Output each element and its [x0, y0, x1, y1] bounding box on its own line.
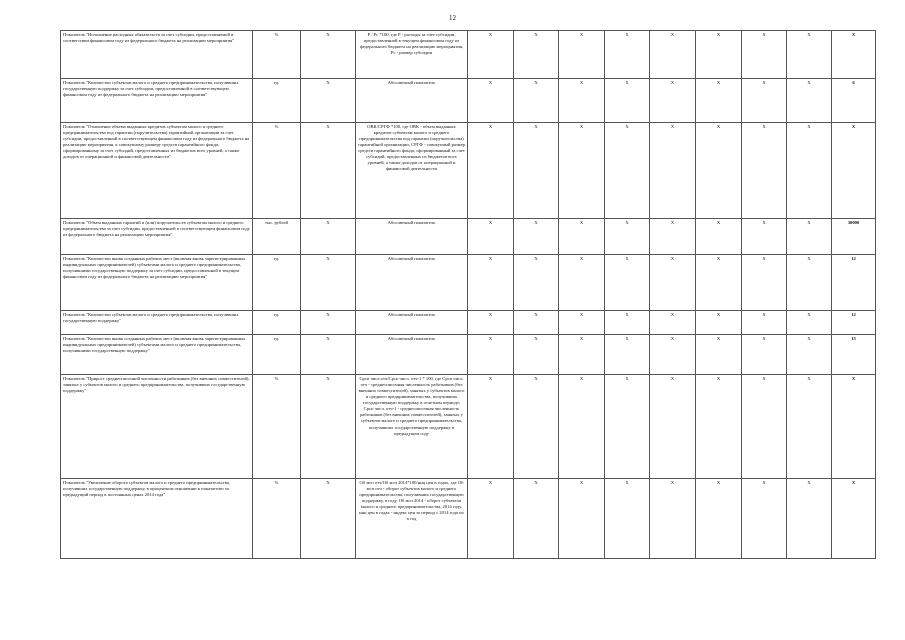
year-value-cell: X: [605, 219, 650, 255]
indicator-name-cell: Показатель "Количество вновь созданных рабочих мест (включая вновь зарегистрированных индивидуальных предпринимателей) субъектами малого и среднего предпринимательства, получившими государственную поддержку": [61, 335, 253, 375]
year-value-cell: X: [650, 219, 696, 255]
formula-cell: Абсолютный показатель: [356, 79, 468, 123]
year-value-cell: X: [468, 31, 514, 79]
year-value-cell: X: [605, 479, 650, 559]
final-value-cell: X: [832, 31, 876, 79]
table-row: [61, 123, 876, 219]
base-value-cell: X: [301, 375, 356, 479]
year-value-cell: X: [696, 375, 742, 479]
year-value-cell: X: [559, 479, 605, 559]
base-value-cell: X: [301, 31, 356, 79]
year-value-cell: X: [514, 479, 559, 559]
indicator-name-cell: Показатель "Количество субъектов малого и среднего предпринимательства, получивших государственную поддержку": [61, 311, 253, 335]
formula-cell: Об мсп отч/Об мсп 2014*100/ннц цен в годах, где Об мсп отч - оборот субъектов малого и среднего предпринимательства, получивших государственную поддержку, в году, Об мсп 2014 - оборот субъектов малого и среднего предпринимательства, 2014 году, ннц цен в годах - индекс цен за период с 2014 года по n год: [356, 479, 468, 559]
table-row: [61, 375, 876, 479]
year-value-cell: X: [605, 31, 650, 79]
formula-cell: Абсолютный показатель: [356, 311, 468, 335]
year-value-cell: X: [742, 31, 787, 79]
year-value-cell: X: [559, 311, 605, 335]
year-value-cell: X: [650, 31, 696, 79]
base-value-cell: X: [301, 479, 356, 559]
year-value-cell: X: [696, 123, 742, 219]
year-value-cell: X: [605, 311, 650, 335]
year-value-cell: X: [468, 311, 514, 335]
formula-cell: Абсолютный показатель: [356, 219, 468, 255]
year-value-cell: X: [514, 219, 559, 255]
unit-cell: тыс. рублей: [253, 219, 301, 255]
page-number: 12: [449, 14, 456, 22]
year-value-cell: X: [605, 255, 650, 311]
year-value-cell: X: [514, 311, 559, 335]
year-value-cell: X: [605, 375, 650, 479]
table-row: [61, 219, 876, 255]
base-value-cell: X: [301, 255, 356, 311]
year-value-cell: X: [514, 335, 559, 375]
year-value-cell: X: [559, 335, 605, 375]
year-value-cell: X: [742, 375, 787, 479]
year-value-cell: X: [696, 31, 742, 79]
year-value-cell: X: [650, 79, 696, 123]
indicator-name-cell: Показатель "Отношение объема выданных кредитов субъектам малого и среднего предпринимательства под гарантии (поручительства) гарантийной организации за счет субсидии, предоставленной в соответствующем финансовом году из федерального бюджета на реализацию мероприятия, к совокупному размеру средств гарантийного фонда, сформированному за счет субсидий, предоставленных из бюджетов всех уровней, а также доходов от операционной и финансовой деятельности": [61, 123, 253, 219]
indicators-table: [60, 30, 876, 559]
table-row: [61, 335, 876, 375]
year-value-cell: X: [787, 375, 832, 479]
year-value-cell: X: [468, 375, 514, 479]
year-value-cell: X: [514, 31, 559, 79]
year-value-cell: X: [742, 479, 787, 559]
year-value-cell: X: [787, 335, 832, 375]
table-row: [61, 79, 876, 123]
year-value-cell: X: [787, 255, 832, 311]
indicator-name-cell: Показатель "Исполнение расходных обязательств за счет субсидии, предоставляемой в соответствии финансовом году из федерального бюджета на реализацию мероприятия": [61, 31, 253, 79]
final-value-cell: X: [832, 479, 876, 559]
year-value-cell: X: [696, 79, 742, 123]
year-value-cell: X: [787, 31, 832, 79]
formula-cell: Срсп числ.отч/Срсп числ. отч-1 * 100, где Срсп числ. отч - среднесписочная численность работников (без внешних совместителей), занятых у субъектов малого и среднего предпринимательства, получивших государственную поддержку в отчетном периоде; Срсп числ. отч-1 - среднесписочная численность работников (без внешних совместителей), занятых у субъектов малого и среднего предпринимательства, получивших государственную поддержку в предыдущем году: [356, 375, 468, 479]
final-value-cell: 12: [832, 255, 876, 311]
year-value-cell: X: [468, 255, 514, 311]
formula-cell: Абсолютный показатель: [356, 335, 468, 375]
year-value-cell: X: [696, 335, 742, 375]
table-row: [61, 31, 876, 79]
final-value-cell: 15: [832, 335, 876, 375]
base-value-cell: X: [301, 219, 356, 255]
final-value-cell: 12: [832, 311, 876, 335]
year-value-cell: X: [559, 79, 605, 123]
table-row: [61, 479, 876, 559]
final-value-cell: 6: [832, 79, 876, 123]
year-value-cell: X: [468, 479, 514, 559]
year-value-cell: X: [559, 31, 605, 79]
year-value-cell: X: [696, 255, 742, 311]
year-value-cell: X: [742, 219, 787, 255]
base-value-cell: X: [301, 335, 356, 375]
indicator-name-cell: Показатель "Количество субъектов малого и среднего предпринимательства, получивших государственную поддержку за счет субсидии, предоставленной в соответствующем финансовом году из федерального бюджета на реализацию мероприятия": [61, 79, 253, 123]
year-value-cell: X: [514, 123, 559, 219]
year-value-cell: X: [787, 79, 832, 123]
final-value-cell: X: [832, 375, 876, 479]
indicator-name-cell: Показатель "Прирост среднесписочной численности работников (без внешних совместителей), занятых у субъектов малого и среднего предпринимательства, получивших государственную поддержку": [61, 375, 253, 479]
year-value-cell: X: [650, 479, 696, 559]
year-value-cell: X: [468, 335, 514, 375]
year-value-cell: X: [559, 255, 605, 311]
year-value-cell: X: [696, 219, 742, 255]
year-value-cell: X: [742, 335, 787, 375]
year-value-cell: X: [696, 479, 742, 559]
year-value-cell: X: [787, 311, 832, 335]
year-value-cell: X: [742, 79, 787, 123]
year-value-cell: X: [514, 375, 559, 479]
year-value-cell: X: [650, 375, 696, 479]
year-value-cell: X: [787, 219, 832, 255]
year-value-cell: X: [605, 335, 650, 375]
year-value-cell: X: [514, 79, 559, 123]
year-value-cell: X: [650, 335, 696, 375]
year-value-cell: X: [650, 123, 696, 219]
indicator-name-cell: Показатель "Объем выданных гарантий и (или) поручительств субъектам малого и среднего предпринимательства за счет субсидии, предоставленной в соответствующем финансовом году из федерального бюджета на реализацию мероприятия": [61, 219, 253, 255]
unit-cell: %: [253, 123, 301, 219]
year-value-cell: X: [787, 479, 832, 559]
year-value-cell: X: [468, 123, 514, 219]
year-value-cell: X: [468, 79, 514, 123]
base-value-cell: X: [301, 79, 356, 123]
base-value-cell: X: [301, 123, 356, 219]
year-value-cell: X: [742, 123, 787, 219]
unit-cell: ед.: [253, 311, 301, 335]
year-value-cell: X: [696, 311, 742, 335]
final-value-cell: X: [832, 123, 876, 219]
year-value-cell: X: [742, 255, 787, 311]
year-value-cell: X: [605, 123, 650, 219]
year-value-cell: X: [650, 311, 696, 335]
year-value-cell: X: [605, 79, 650, 123]
unit-cell: ед.: [253, 335, 301, 375]
formula-cell: Р / Рс *100, где Р - расходы за счет субсидии, предоставленной в текущем финансовом году из федерального бюджета на реализацию мероприятия, Рс - размер субсидии: [356, 31, 468, 79]
table-row: [61, 311, 876, 335]
year-value-cell: X: [559, 123, 605, 219]
year-value-cell: X: [742, 311, 787, 335]
unit-cell: %: [253, 375, 301, 479]
year-value-cell: X: [650, 255, 696, 311]
final-value-cell: 30000: [832, 219, 876, 255]
unit-cell: ед.: [253, 79, 301, 123]
base-value-cell: X: [301, 311, 356, 335]
indicator-name-cell: Показатель "Увеличение оборота субъектов малого и среднего предпринимательства, получивших государственную поддержку, в процентном отношении к показателю за предыдущий период в постоянных ценах 2014 года": [61, 479, 253, 559]
table-body: [61, 31, 876, 559]
unit-cell: %: [253, 31, 301, 79]
table-row: [61, 255, 876, 311]
indicator-name-cell: Показатель "Количество вновь созданных рабочих мест (включая вновь зарегистрированных индивидуальных предпринимателей) субъектами малого и среднего предпринимательства, получившими государственную поддержку за счет субсидии, предоставленной в текущем финансовом году из федерального бюджета на реализацию мероприятия": [61, 255, 253, 311]
year-value-cell: X: [514, 255, 559, 311]
year-value-cell: X: [559, 375, 605, 479]
unit-cell: ед.: [253, 255, 301, 311]
year-value-cell: X: [468, 219, 514, 255]
year-value-cell: X: [559, 219, 605, 255]
unit-cell: %: [253, 479, 301, 559]
formula-cell: ОВК/СРГФ *100, где ОВК - объем выданных кредитов субъектам малого и среднего предпринимательства под гарантии (поручительства) гарантийной организации, СРГФ - совокупный размер средств гарантийного фонда, сформированный за счет субсидий, предоставленных из бюджетов всех уровней, а также доходов от операционной и финансовой деятельности: [356, 123, 468, 219]
year-value-cell: X: [787, 123, 832, 219]
formula-cell: Абсолютный показатель: [356, 255, 468, 311]
